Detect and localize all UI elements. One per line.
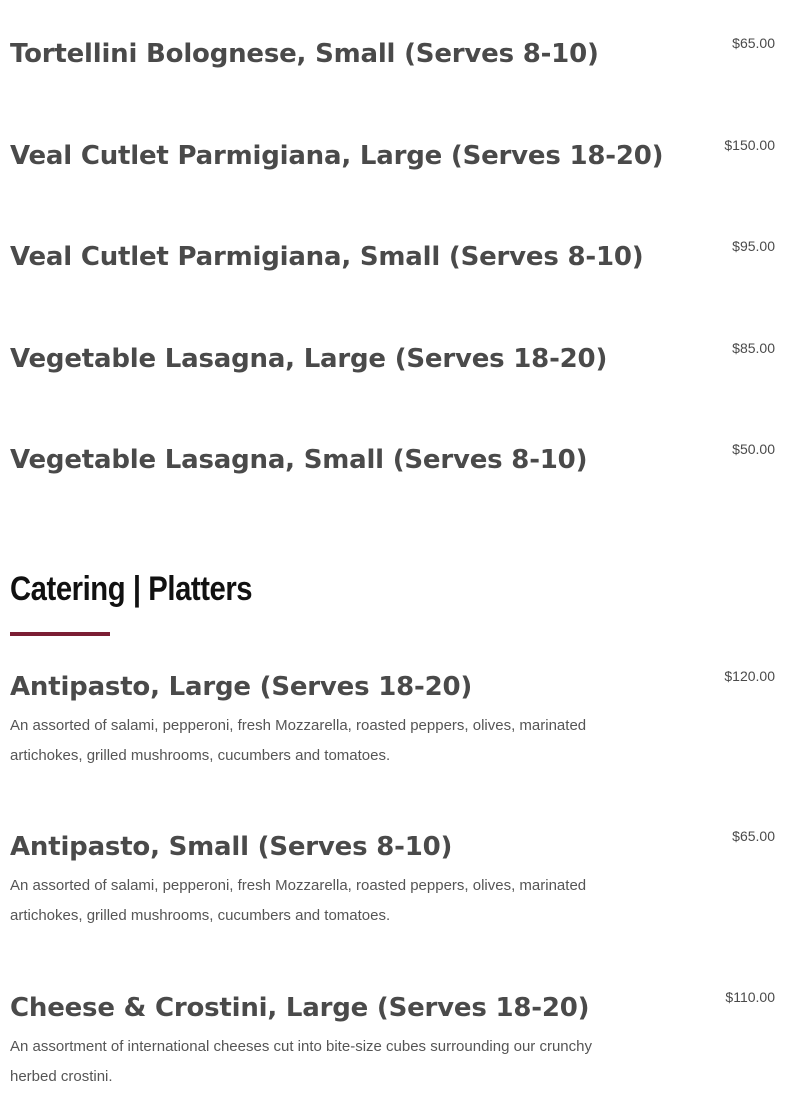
menu-item-price: $110.00 bbox=[725, 989, 775, 1005]
menu-item-price: $50.00 bbox=[732, 441, 775, 457]
menu-item-price: $65.00 bbox=[732, 35, 775, 51]
menu-item-name: Veal Cutlet Parmigiana, Large (Serves 18-20) bbox=[10, 141, 664, 171]
menu-item-name: Antipasto, Large (Serves 18-20) bbox=[10, 672, 473, 702]
menu-item-name: Antipasto, Small (Serves 8-10) bbox=[10, 832, 453, 862]
menu-item-description: An assorted of salami, pepperoni, fresh Mozzarella, roasted peppers, olives, marinated artichokes, grilled mushrooms, cucumbers and tomatoes. bbox=[10, 877, 587, 924]
menu-item-name: Veal Cutlet Parmigiana, Small (Serves 8-10) bbox=[10, 242, 644, 272]
menu-item-price: $120.00 bbox=[724, 668, 775, 684]
menu-item-description: An assortment of international cheeses cut into bite-size cubes surrounding our crunchy herbed crostini. bbox=[10, 1038, 592, 1085]
menu-item-price: $85.00 bbox=[732, 340, 775, 356]
menu-item-name: Tortellini Bolognese, Small (Serves 8-10) bbox=[10, 39, 599, 69]
section-divider bbox=[10, 632, 110, 636]
menu-item-description: An assorted of salami, pepperoni, fresh Mozzarella, roasted peppers, olives, marinated artichokes, grilled mushrooms, cucumbers and tomatoes. bbox=[10, 717, 587, 764]
menu-item-name: Vegetable Lasagna, Large (Serves 18-20) bbox=[10, 344, 608, 374]
menu-item-price: $95.00 bbox=[732, 238, 775, 254]
menu-item-name: Cheese & Crostini, Large (Serves 18-20) bbox=[10, 993, 590, 1023]
menu-item-price: $65.00 bbox=[732, 828, 775, 844]
menu-item-price: $150.00 bbox=[724, 137, 775, 153]
menu-item-name: Vegetable Lasagna, Small (Serves 8-10) bbox=[10, 445, 588, 475]
section-title: Catering | Platters bbox=[10, 570, 253, 608]
